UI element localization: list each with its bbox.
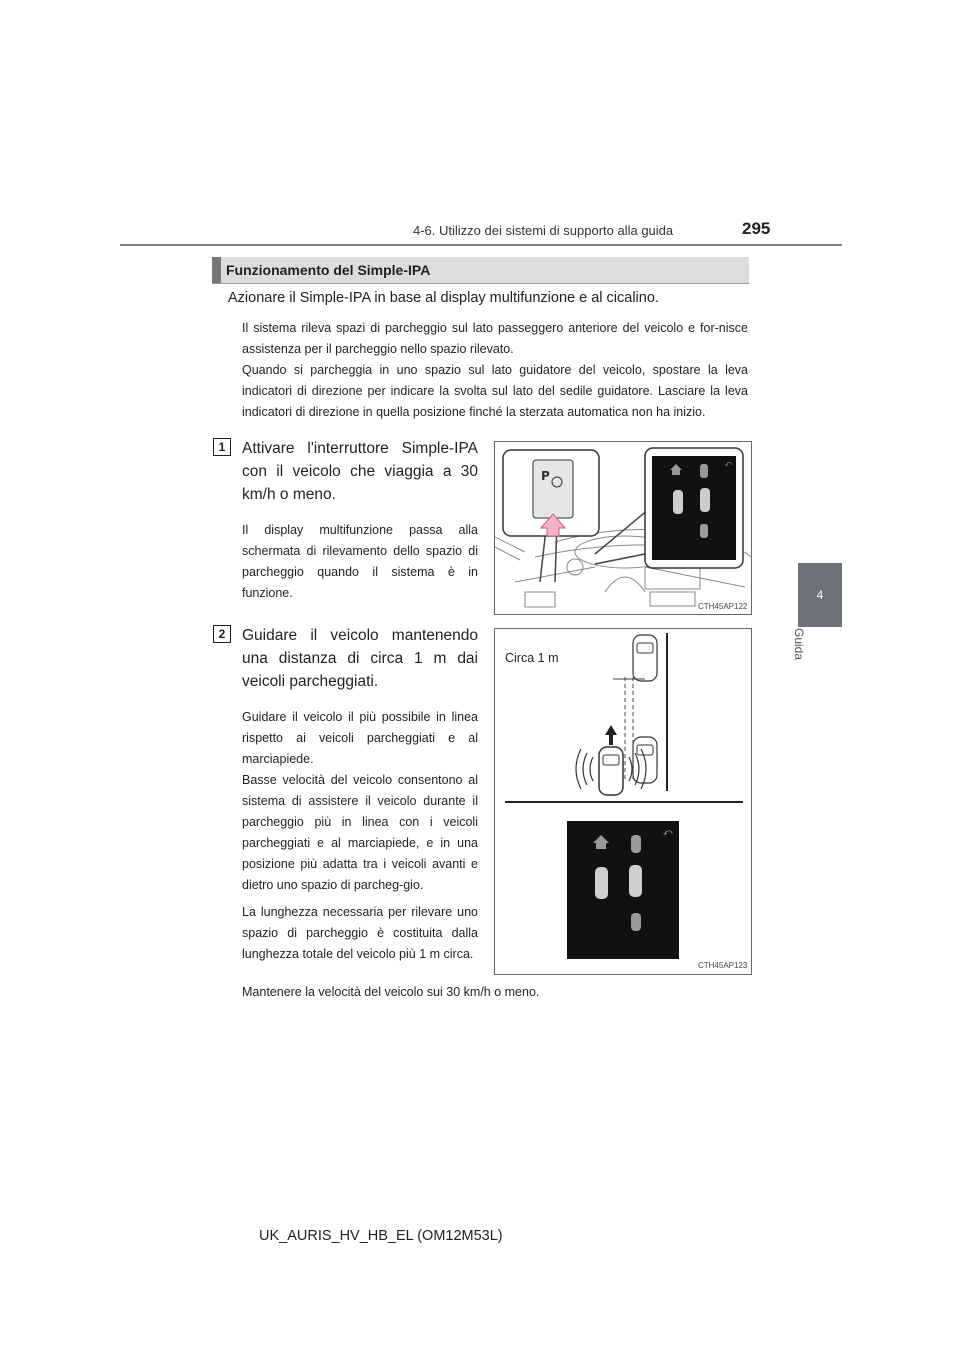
step-1-title: Attivare l'interruttore Simple-IPA con il veicolo che viaggia a 30 km/h o meno. [242,440,478,503]
step-1-detail: Il display multifunzione passa alla schermata di rilevamento dello spazio di parcheggio quando il sistema è in funzione. [242,523,478,600]
figure-parking-distance [494,628,752,975]
step-2-text [242,624,478,965]
step-2-title: Guidare il veicolo mantenendo una distanza di circa 1 m dai veicoli parcheggiati. [242,627,478,690]
step-2-detail: Guidare il veicolo il più possibile in linea rispetto ai veicoli parcheggiati e al marciapiede. [242,710,478,766]
svg-text:⤺: ⤺ [725,460,733,468]
intro-text: Azionare il Simple-IPA in base al display multifunzione e al cicalino. [228,290,659,306]
svg-text:⤺: ⤺ [663,828,673,838]
parking-illustration [495,629,751,974]
section-heading: Funzionamento del Simple-IPA [226,262,431,278]
step-number-2: 2 [213,625,231,643]
footer-code: UK_AURIS_HV_HB_EL (OM12M53L) [259,1228,503,1244]
heading-underline [212,283,749,284]
step-1-text [242,437,478,604]
figure-switch-location [494,441,752,615]
closing-text: Mantenere la velocità del veicolo sui 30 km/h o meno. [242,985,540,999]
distance-label: Circa 1 m [505,651,559,665]
body-paragraph: Il sistema rileva spazi di parcheggio sul lato passeggero anteriore del veicolo e for-nisce assistenza per il parcheggio nello spazio rilevato. [242,321,748,356]
intro-body [242,318,748,423]
heading-accent [212,257,221,283]
section-title: 4-6. Utilizzo dei sistemi di supporto alla guida [413,223,674,238]
page-number: 295 [742,219,771,238]
step-2-detail: La lunghezza necessaria per rilevare uno spazio di parcheggio è costituita dalla lunghezza totale del veicolo più 1 m circa. [242,905,478,961]
chapter-tab: 4 [798,563,842,627]
figure-code: CTH45AP122 [698,602,748,611]
body-paragraph: Quando si parcheggia in uno spazio sul lato guidatore del veicolo, spostare la leva indicatori di direzione per indicare la svolta sul lato del sedile guidatore. Lasciare la leva indicatori di direzione in quella posizione finché la sterzata automatica non ha inizio. [242,363,748,419]
chapter-label: Guida [792,628,806,661]
svg-text:P: P [541,469,550,483]
header-rule [120,244,842,246]
figure-code: CTH45AP123 [698,961,748,970]
step-2-detail: Basse velocità del veicolo consentono al sistema di assistere il veicolo durante il parcheggio più in linea con i veicoli parcheggiati e al marciapiede, e in una posizione più adatta tra i veicoli avanti e dietro uno spazio di parcheg-gio. [242,773,478,892]
step-number-1: 1 [213,438,231,456]
dashboard-illustration [495,442,751,614]
